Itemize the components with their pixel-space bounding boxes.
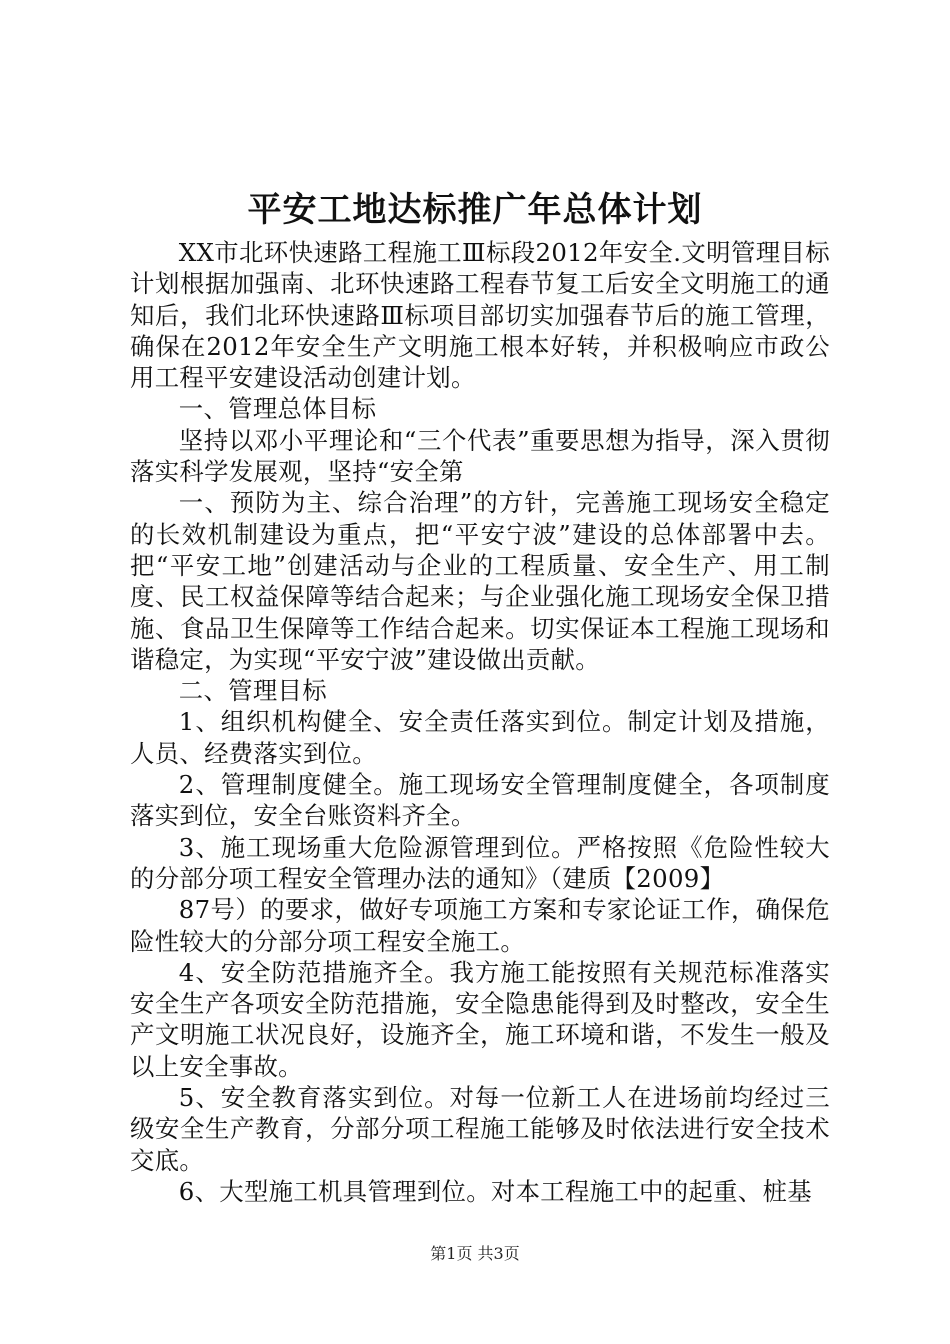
document-body bbox=[130, 237, 830, 1207]
section-heading-management-goals: 二、管理目标 bbox=[178, 676, 327, 706]
list-item-3: 3、施工现场重大危险源管理到位。严格按照《危险性较大的分部分项工程安全管理办法的通知》（建质【2009】 bbox=[130, 832, 830, 893]
document-title: 平安工地达标推广年总体计划 bbox=[247, 190, 703, 230]
paragraph-guiding-principle: 坚持以邓小平理论和“三个代表”重要思想为指导，深入贯彻落实科学发展观，坚持“安全第 bbox=[130, 425, 830, 487]
list-item-3-continued: 87号）的要求，做好专项施工方案和专家论证工作，确保危险性较大的分部分项工程安全施工。 bbox=[130, 895, 830, 956]
list-item-1: 1、组织机构健全、安全责任落实到位。制定计划及措施，人员、经费落实到位。 bbox=[130, 707, 830, 768]
list-item-5: 5、安全教育落实到位。对每一位新工人在进场前均经过三级安全生产教育，分部分项工程施工能够及时依法进行安全技术交底。 bbox=[130, 1083, 830, 1175]
list-item-6: 6、大型施工机具管理到位。对本工程施工中的起重、桩基 bbox=[178, 1176, 812, 1206]
intro-paragraph: XX市北环快速路工程施工Ⅲ标段2012年安全.文明管理目标计划根据加强南、北环快速路工程春节复工后安全文明施工的通知后，我们北环快速路Ⅲ标项目部切实加强春节后的施工管理，确保在2012年安全生产文明施工根本好转，并积极响应市政公用工程平安建设活动创建计划。 bbox=[130, 238, 830, 393]
list-item-4: 4、安全防范措施齐全。我方施工能按照有关规范标准落实安全生产各项安全防范措施，安全隐患能得到及时整改，安全生产文明施工状况良好，设施齐全，施工环境和谐，不发生一般及以上安全事故。 bbox=[130, 957, 830, 1081]
paragraph-policy: 一、预防为主、综合治理”的方针，完善施工现场安全稳定的长效机制建设为重点，把“平安宁波”建设的总体部署中去。把“平安工地”创建活动与企业的工程质量、安全生产、用工制度、民工权益保障等结合起来；与企业强化施工现场安全保卫措施、食品卫生保障等工作结合起来。切实保证本工程施工现场和谐稳定，为实现“平安宁波”建设做出贡献。 bbox=[130, 488, 830, 674]
section-heading-overall-goals: 一、管理总体目标 bbox=[178, 394, 377, 424]
page-footer: 第1页 共3页 bbox=[430, 1244, 520, 1263]
list-item-2: 2、管理制度健全。施工现场安全管理制度健全，各项制度落实到位，安全台账资料齐全。 bbox=[130, 770, 830, 831]
